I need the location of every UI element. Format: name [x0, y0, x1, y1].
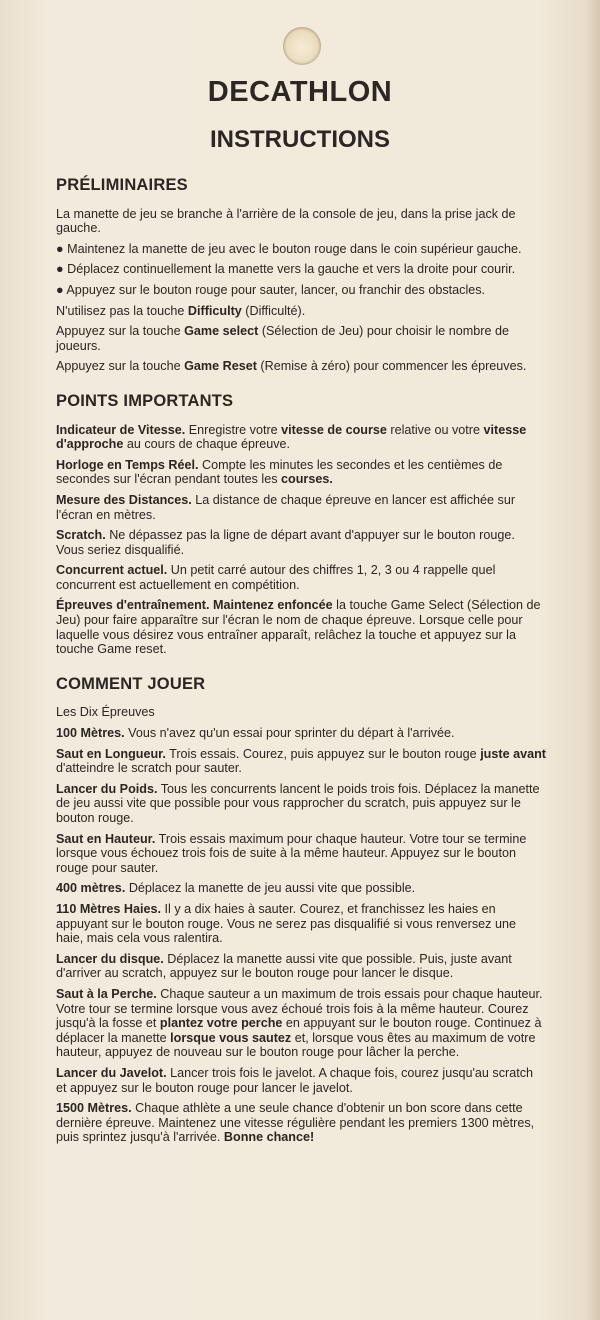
event-paragraph: Saut à la Perche. Chaque sauteur a un maximum de trois essais pour chaque hauteur. Votre tour se termine lorsque vous avez échoué trois fois à la même hauteur. Courez jusqu'à la fosse et plantez votre perche en appuyant sur le bouton rouge. Continuez à déplacer la manette lorsque vous sautez et, lorsque vous êtes au maximum de votre hauteur, appuyez de nouveau sur le bouton rouge pour lâcher la perche. — [56, 986, 543, 1060]
event-paragraph: Saut en Hauteur. Trois essais maximum pour chaque hauteur. Votre tour se termine lorsque vous échouez trois fois de suite à la même hauteur. Appuyez sur le bouton rouge pour sauter. — [56, 831, 527, 875]
event-paragraph: Lancer du Javelot. Lancer trois fois le javelot. A chaque fois, courez jusqu'au scratch et appuyez sur le bouton rouge pour lancer le javelot. — [56, 1065, 534, 1095]
event-paragraph: 400 mètres. Déplacez la manette de jeu aussi vite que possible. — [56, 881, 416, 896]
prelim-bullet: ● Appuyez sur le bouton rouge pour sauter, lancer, ou franchir des obstacles. — [56, 282, 486, 297]
card-edge-shadow — [586, 0, 600, 1320]
prelim-paragraph: La manette de jeu se branche à l'arrière de la console de jeu, dans la prise jack de gauche. — [56, 206, 516, 236]
points-paragraph: Concurrent actuel. Un petit carré autour des chiffres 1, 2, 3 ou 4 rappelle quel concurrent est actuellement en compétition. — [56, 563, 496, 592]
event-paragraph: Lancer du disque. Déplacez la manette aussi vite que possible. Puis, juste avant d'arriver au scratch, appuyez sur le bouton rouge pour lancer le disque. — [56, 951, 512, 981]
hanger-hole — [283, 27, 321, 65]
instructions-body — [56, 178, 546, 1151]
event-paragraph: 110 Mètres Haies. Il y a dix haies à sauter. Courez, et franchissez les haies en appuyant sur le bouton rouge. Vous ne serez pas disqualifié si vous renversez une haie, mais cela vous ralentira. — [56, 901, 516, 946]
section-title-comment-jouer: COMMENT JOUER — [56, 674, 206, 693]
prelim-paragraph: N'utilisez pas la touche Difficulty (Difficulté). — [56, 303, 306, 318]
prelim-bullet: ● Déplacez continuellement la manette vers la gauche et vers la droite pour courir. — [56, 262, 516, 277]
prelim-bullet: ● Maintenez la manette de jeu avec le bouton rouge dans le coin supérieur gauche. — [56, 241, 522, 256]
section-title-preliminaires: PRÉLIMINAIRES — [56, 176, 188, 194]
play-intro: Les Dix Épreuves — [56, 705, 155, 720]
event-paragraph: Saut en Longueur. Trois essais. Courez, puis appuyez sur le bouton rouge juste avant d'atteindre le scratch pour sauter. — [56, 746, 546, 776]
points-paragraph: Scratch. Ne dépassez pas la ligne de départ avant d'appuyer sur le bouton rouge. Vous seriez disqualifié. — [56, 528, 515, 557]
page-title: DECATHLON — [207, 76, 393, 108]
points-paragraph: Indicateur de Vitesse. Enregistre votre vitesse de course relative ou votre vitesse d'approche au cours de chaque épreuve. — [56, 422, 527, 452]
points-paragraph: Mesure des Distances. La distance de chaque épreuve en lancer est affichée sur l'écran en mètres. — [56, 492, 516, 522]
prelim-paragraph: Appuyez sur la touche Game Reset (Remise à zéro) pour commencer les épreuves. — [56, 359, 527, 374]
event-paragraph: Lancer du Poids. Tous les concurrents lancent le poids trois fois. Déplacez la manette de jeu aussi vite que possible pour vous rapprocher du scratch, puis appuyez sur le bouton rouge. — [56, 781, 540, 825]
event-paragraph: 1500 Mètres. Chaque athlète a une seule chance d'obtenir un bon score dans cette dernière épreuve. Maintenez une vitesse régulière pendant les premiers 1300 mètres, puis sprintez jusqu'à l'arrivée. Bonne chance! — [56, 1101, 535, 1145]
event-paragraph: 100 Mètres. Vous n'avez qu'un essai pour sprinter du départ à l'arrivée. — [56, 726, 455, 741]
points-paragraph: Horloge en Temps Réel. Compte les minutes les secondes et les centièmes de secondes sur l'écran pendant toutes les courses. — [56, 457, 503, 487]
section-title-points-importants: POINTS IMPORTANTS — [56, 391, 234, 410]
page-subtitle: INSTRUCTIONS — [210, 126, 390, 153]
prelim-paragraph: Appuyez sur la touche Game select (Sélection de Jeu) pour choisir le nombre de joueurs. — [56, 324, 509, 353]
points-paragraph: Épreuves d'entraînement. Maintenez enfoncée la touche Game Select (Sélection de Jeu) pour faire apparaître sur l'écran le nom de chaque épreuve. Lorsque celle pour laquelle vous désirez vous entraîner apparaît, relâchez la touche et appuyez sur la touche Game reset. — [56, 598, 541, 657]
